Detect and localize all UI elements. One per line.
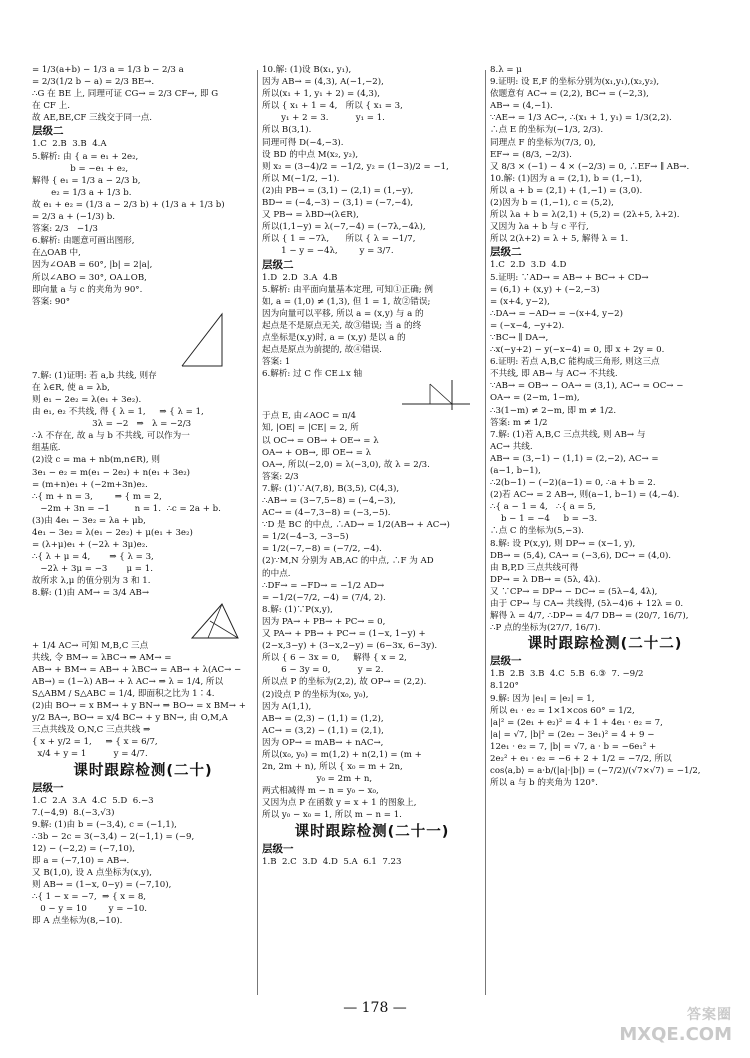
- answer-line: y₀ = 2m + n,: [262, 774, 373, 785]
- answer-line: 4e₁ − 3e₂ = λ(e₁ − 2e₂) + μ(e₁ + 3e₂): [32, 528, 193, 538]
- answer-line: 所以∠ABO = 30°, OA⊥OB,: [32, 272, 147, 283]
- answer-line: 三点共线及 O,N,C 三点共线 ⇒: [32, 725, 151, 736]
- answer-line: 所以 { x₁ + 1 = 4, 所以 { x₁ = 3,: [262, 101, 403, 112]
- answer-line: 组基底.: [32, 443, 61, 454]
- answer-line: 1.B 2.B 3.B 4.C 5.B 6.③ 7. −9/2: [490, 669, 644, 680]
- section-heading: 课时跟踪检测(二十): [73, 762, 213, 779]
- answer-line: 答案: 90°: [32, 296, 71, 307]
- answer-line: 则 AB→ = (1−x, 0−y) = (−7,10),: [32, 880, 172, 891]
- answer-line: (2−x,3−y) + (3−x,2−y) = (6−3x, 6−3y).: [262, 641, 438, 652]
- answer-line: 因为 A(1,1),: [262, 701, 312, 712]
- answer-line: |a| = √7, |b|² = (2e₂ − 3e₁)² = 4 + 9 −: [490, 729, 655, 740]
- answer-line: (2)由 BO→ = x BM→ + y BN→ ⇒ BO→ = x BM→ +: [32, 701, 246, 712]
- answer-line: (2)∵M,N 分别为 AB,AC 的中点, ∴F 为 AD: [262, 556, 434, 567]
- answer-line: ∵AB→ = OB→ − OA→ = (3,1), AC→ = OC→ −: [490, 381, 684, 392]
- section-label: 层级一: [32, 781, 64, 794]
- answer-line: = (m+n)e₁ + (−2m+3n)e₂.: [32, 479, 148, 490]
- answer-line: 5.解析: 由平面向量基本定理, 可知①正确; 例: [262, 284, 434, 295]
- answer-line: 共线, 令 BM→ = λBC→ ⇒ AM→ =: [32, 652, 172, 663]
- answer-line: 答案: m ≠ 1/2: [490, 417, 548, 428]
- answer-line: 知, |OE| = |CE| = 2, 所: [262, 423, 359, 434]
- answer-line: AC→ = (4−7,3−8) = (−3,−5).: [262, 508, 391, 519]
- answer-line: 0 − y = 10 y = −10.: [32, 904, 148, 915]
- answer-line: 8.解: (1)∵P(x,y),: [262, 604, 333, 615]
- answer-line: 因为∠OAB = 60°, |b| = 2|a|,: [32, 260, 153, 271]
- answer-line: 解得 λ = 4/7, ∴DP→ = 4/7 DB→ = (20/7, 16/7),: [490, 611, 689, 622]
- answer-line: 1.C 2.D 3.D 4.D: [490, 260, 567, 271]
- answer-line: 1.B 2.C 3.D 4.D 5.A 6.1 7.23: [262, 856, 402, 867]
- answer-line: ∴P 点的坐标为(27/7, 16/7).: [490, 623, 601, 634]
- answer-line: 所以(x₀, y₀) = m(1,2) + n(2,1) = (m +: [262, 749, 422, 760]
- answer-line: y₁ + 2 = 3. y₁ = 1.: [262, 113, 385, 124]
- answer-line: = 2/3 a + (−1/3) b.: [32, 212, 115, 223]
- answer-line: S△ABM / S△ABC = 1/4, 即面积之比为 1∶4.: [32, 688, 215, 699]
- answer-line: ∴{ a − 1 = 4, ∴{ a = 5,: [490, 502, 596, 513]
- answer-line: 3e₁ − e₂ = m(e₁ − 2e₂) + n(e₁ + 3e₂): [32, 467, 191, 478]
- answer-line: 答案: 1: [262, 357, 291, 368]
- answer-line: 6 − 3y = 0, y = 2.: [262, 665, 384, 676]
- answer-line: 所以 a + b = (2,1) + (1,−1) = (3,0).: [490, 185, 643, 196]
- answer-line: 2n, 2m + n), 所以 { x₀ = m + 2n,: [262, 762, 403, 773]
- answer-line: { x + y/2 = 1, ⇒ { x = 6/7,: [32, 737, 158, 748]
- answer-line: −2m + 3n = −1 n = 1. ∴c = 2a + b.: [32, 503, 221, 514]
- answer-line: = 1/2(−4−3, −3−5): [262, 532, 349, 543]
- answer-line: 同理点 F 的坐标为(7/3, 0),: [490, 137, 596, 148]
- answer-line: ∵BC→ ∥ DA→,: [490, 332, 549, 343]
- answer-line: 依题意有 AC→ = (2,2), BC→ = (−2,3),: [490, 89, 649, 100]
- answer-line: 因为 OP→ = mAB→ + nAC→,: [262, 737, 384, 748]
- answer-line: 3λ = −2 ⇒ λ = −2/3: [32, 419, 192, 430]
- section-label: 层级一: [262, 842, 294, 855]
- answer-line: 7.解: (1)∵A(7,8), B(3,5), C(4,3),: [262, 483, 400, 494]
- section-label: 层级一: [490, 655, 522, 668]
- answer-line: BD→ = (−4,−3) − (3,1) = (−7,−4),: [262, 198, 414, 209]
- answer-line: 7.解: (1)证明: 若 a,b 共线, 则存: [32, 370, 157, 381]
- answer-line: ∴DA→ = −AD→ = −(x+4, y−2): [490, 308, 623, 319]
- answer-line: (2)设 c = ma + nb(m,n∈R), 则: [32, 455, 160, 466]
- answer-line: DB→ = (5,4), CA→ = (−3,6), DC→ = (4,0).: [490, 550, 672, 561]
- answer-line: 答案: 2/3 −1/3: [32, 224, 98, 235]
- answer-line: 两式相减得 m − n = y₀ − x₀,: [262, 786, 379, 797]
- answer-line: 12) − (−2,2) = (−7,10),: [32, 843, 135, 854]
- answer-line: AC→ = (3,2) − (1,1) = (2,1),: [262, 725, 384, 736]
- column-divider: [485, 70, 486, 995]
- answer-line: = −1/2(−7/2, −4) = (7/4, 2).: [262, 592, 386, 603]
- answer-line: 5.解析: 由 { a = e₁ + 2e₂,: [32, 151, 139, 162]
- answer-line: 所以 2(λ+2) = λ + 5, 解得 λ = 1.: [490, 234, 629, 245]
- answer-line: 又 B(1,0), 设 A 点坐标为(x,y),: [32, 868, 152, 879]
- answer-line: 所以 e₁ · e₂ = 1×1×cos 60° = 1/2,: [490, 705, 635, 716]
- watermark-text: 答案圈: [687, 1007, 732, 1023]
- answer-line: 因为 PA→ + PB→ + PC→ = 0,: [262, 616, 386, 627]
- answer-line: OA→ + OB→, 即 OE→ = λ: [262, 447, 372, 458]
- watermark: [582, 1004, 732, 1045]
- answer-line: 在 λ∈R, 使 a = λb,: [32, 382, 110, 393]
- answer-line: ∴AB→ = (3−7,5−8) = (−4,−3),: [262, 496, 396, 506]
- answer-line: 所以(1,1−y) = λ(−7,−4) = (−7λ,−4λ),: [262, 222, 426, 233]
- section-heading: 课时跟踪检测(二十二): [527, 636, 683, 653]
- answer-line: ∴点 E 的坐标为(−1/3, 2/3).: [490, 125, 604, 136]
- answer-line: 8.120°: [490, 681, 519, 692]
- answer-line: ∴点 C 的坐标为(5,−3).: [490, 526, 584, 537]
- answer-line: 起点是不是原点无关, 故③错误; 当 a 的终: [262, 320, 422, 331]
- answer-line: 由于 CP→ 与 CA→ 共线得, (5λ−4)6 + 12λ = 0.: [490, 599, 684, 610]
- answer-line: ∴3(1−m) ≠ 2−m, 即 m ≠ 1/2.: [490, 405, 617, 416]
- coordinate-figure: [262, 380, 472, 410]
- answer-line: 6.解析: 由题意可画出图形,: [32, 236, 135, 247]
- answer-line: 设 BD 的中点 M(x₂, y₂),: [262, 149, 359, 160]
- answer-line: AB→ = (2,3) − (1,1) = (1,2),: [262, 713, 384, 724]
- answer-line: 故 e₁ + e₂ = (1/3 a − 2/3 b) + (1/3 a + 1/3 b): [32, 199, 225, 210]
- answer-line: 又 ∵CP→ = DP→ − DC→ = (5λ−4, 4λ),: [490, 586, 658, 597]
- answer-line: ∴λ 不存在, 故 a 与 b 不共线, 可以作为一: [32, 431, 190, 442]
- answer-line: = (−x−4, −y+2).: [490, 320, 565, 331]
- answer-line: 起点是原点为前提的, 故④错误.: [262, 345, 382, 356]
- answer-line: 在△OAB 中,: [32, 248, 81, 259]
- section-label: 层级二: [490, 246, 522, 259]
- answer-line: 8.解: (1)由 AM→ = 3/4 AB→: [32, 588, 150, 599]
- answer-line: (2)由 PB→ = (3,1) − (2,1) = (1,−y),: [262, 185, 414, 196]
- answer-line: 9.解: (1)由 b = (−3,4), c = (−1,1),: [32, 819, 177, 830]
- answer-line: 于点 E, 由∠AOC = π/4: [262, 411, 356, 422]
- answer-line: 7.(−4,9) 8.(−3,√3): [32, 807, 115, 818]
- answer-line: 9.解: 因为 |e₁| = |e₂| = 1,: [490, 693, 595, 704]
- answer-line: 答案: 2/3: [262, 471, 299, 482]
- answer-line: = 1/3(a+b) − 1/3 a = 1/3 b − 2/3 a: [32, 65, 184, 75]
- answer-line: x/4 + y = 1 y = 4/7.: [32, 749, 148, 760]
- answer-line: 又因为 λa + b 与 c 平行,: [490, 222, 589, 233]
- answer-line: 即向量 a 与 c 的夹角为 90°.: [32, 284, 143, 295]
- answer-line: 9.证明: 设 E,F 的坐标分别为(x₁,y₁),(x₂,y₂),: [490, 77, 660, 88]
- answer-line: ∴{ 1 − x = −7, ⇒ { x = 8,: [32, 892, 147, 903]
- answer-line: (3)由 4e₁ − 3e₂ = λa + μb,: [32, 515, 146, 526]
- answer-line: AB→) = (1−λ) AB→ + λ AC→ ⇒ λ = 1/4, 所以: [32, 676, 224, 687]
- answer-line: 由 B,P,D 三点共线可得: [490, 562, 579, 573]
- answer-line: 同理可得 D(−4,−3).: [262, 137, 344, 148]
- answer-line: 因为向量可以平移, 所以 a = (x,y) 与 a 的: [262, 308, 424, 319]
- answer-line: 所以(x₁ + 1, y₁ + 2) = (4,3),: [262, 89, 380, 100]
- answer-line: 所以 λa + b = λ(2,1) + (5,2) = (2λ+5, λ+2).: [490, 210, 680, 221]
- answer-line: e₂ = 1/3 a + 1/3 b.: [32, 187, 132, 198]
- answer-line: b = −e₁ + e₂,: [32, 163, 129, 174]
- answer-line: 8.λ = μ: [490, 65, 522, 75]
- answer-line: 又因为点 P 在函数 y = x + 1 的图象上,: [262, 798, 417, 809]
- triangle-edge: [182, 314, 222, 366]
- answer-line: 以 OC→ = OB→ + OE→ = λ: [262, 435, 379, 446]
- answer-line: 6.解析: 过 C 作 CE⊥x 轴: [262, 369, 363, 380]
- answer-line: 则 e₁ − 2e₂ = λ(e₁ + 3e₂).: [32, 394, 142, 405]
- answer-line: = (6,1) + (x,y) + (−2,−3): [490, 284, 600, 295]
- answer-line: 7.解: (1)若 A,B,C 三点共线, 则 AB→ 与: [490, 429, 646, 440]
- answer-line: ∵D 是 BC 的中点, ∴AD→ = 1/2(AB→ + AC→): [262, 520, 450, 531]
- answer-line: b − 1 = −4 b = −3.: [490, 514, 598, 525]
- answer-line: AC→ 共线.: [490, 441, 533, 452]
- answer-line: = (x+4, y−2),: [490, 296, 550, 307]
- answer-line: 2e₂² + e₁ · e₂ = −6 + 2 + 1/2 = −7/2, 所以: [490, 753, 672, 764]
- answer-line: ∴{ m + n = 3, ⇒ { m = 2,: [32, 491, 162, 502]
- answer-line: AB→ + BM→ = AB→ + λBC→ = AB→ + λ(AC→ −: [32, 664, 242, 675]
- answer-line: cos⟨a,b⟩ = a·b/(|a|·|b|) = (−7/2)/(√7×√7) = −1/2,: [490, 766, 701, 777]
- answer-line: = 1/2(−7,−8) = (−7/2, −4).: [262, 544, 382, 555]
- answer-column-2: [262, 64, 482, 868]
- answer-line: OA→ = (2−m, 1−m),: [490, 393, 580, 404]
- answer-line: EF→ = (8/3, −2/3).: [490, 149, 572, 160]
- answer-line: (2)若 AC→ = 2 AB→, 则(a−1, b−1) = (4,−4).: [490, 490, 680, 501]
- answer-line: ∵AE→ = 1/3 AC→, ∴(x₁ + 1, y₁) = 1/3(2,2).: [490, 113, 672, 124]
- answer-line: 的中点.: [262, 568, 291, 579]
- answer-line: 1.D 2.D 3.A 4.B: [262, 272, 338, 283]
- answer-line: ∴G 在 BE 上, 同理可证 CG→ = 2/3 CF→, 即 G: [32, 89, 219, 100]
- answer-line: 8.解: 设 P(x,y), 则 DP→ = (x−1, y),: [490, 538, 636, 549]
- answer-line: 则 x₂ = (3−4)/2 = −1/2, y₂ = (1−3)/2 = −1,: [262, 161, 449, 172]
- answer-line: ∴{ λ + μ = 4, ⇒ { λ = 3,: [32, 552, 154, 563]
- answer-line: 所以 a 与 b 的夹角为 120°.: [490, 778, 598, 789]
- answer-line: 即 a = (−7,10) = AB→.: [32, 855, 130, 866]
- answer-line: (2)因为 b = (1,−1), c = (5,2),: [490, 198, 614, 209]
- answer-line: −2λ + 3μ = −3 μ = 1.: [32, 564, 153, 575]
- answer-line: 1.C 2.B 3.B 4.A: [32, 139, 107, 150]
- answer-line: 在 CF 上.: [32, 101, 70, 112]
- answer-line: (2)设点 P 的坐标为(x₀, y₀),: [262, 689, 369, 700]
- answer-line: 又 PA→ + PB→ + PC→ = (1−x, 1−y) +: [262, 629, 426, 640]
- answer-column-1: [32, 64, 254, 928]
- answer-line: = 2/3(1/2 b − a) = 2/3 BE→.: [32, 77, 155, 88]
- answer-line: 故所求 λ,μ 的值分别为 3 和 1.: [32, 576, 151, 587]
- answer-line: 所以 { 1 = −7λ, 所以 { λ = −1/7,: [262, 234, 416, 245]
- answer-line: = (λ+μ)e₁ + (−2λ + 3μ)e₂.: [32, 540, 148, 551]
- answer-line: 解得 { e₁ = 1/3 a − 2/3 b,: [32, 175, 141, 186]
- answer-line: ∴3b − 2c = 3(−3,4) − 2(−1,1) = (−9,: [32, 831, 195, 842]
- answer-line: 不共线, 即 AB→ 与 AC→ 不共线.: [490, 369, 618, 380]
- answer-column-3: [490, 64, 720, 789]
- column-divider: [257, 70, 258, 995]
- answer-line: 所以 M(−1/2, −1).: [262, 173, 340, 184]
- answer-line: 10.解: (1)设 B(x₁, y₁),: [262, 65, 352, 75]
- section-heading: 课时跟踪检测(二十一): [294, 823, 450, 840]
- answer-line: 1.C 2.A 3.A 4.C 5.D 6.−3: [32, 795, 154, 806]
- page-number: — 178 —: [343, 1000, 407, 1016]
- answer-line: 又 PB→ = λBD→(λ∈R),: [262, 210, 359, 221]
- answer-line: OA→, 所以(−2,0) = λ(−3,0), 故 λ = 2/3.: [262, 459, 430, 470]
- answer-line: ∴x(−y+2) − y(−x−4) = 0, 即 x + 2y = 0.: [490, 345, 665, 356]
- answer-line: AB→ = (3,−1) − (1,1) = (2,−2), AC→ =: [490, 453, 659, 464]
- answer-line: 1 − y = −4λ, y = 3/7.: [262, 246, 394, 257]
- segment-oc: [430, 384, 452, 404]
- answer-line: 如, a = (1,0) ≠ (1,3), 但 1 = 1, 故②错误;: [262, 296, 431, 307]
- answer-line: ∴DF→ = −FD→ = −1/2 AD→: [262, 580, 385, 591]
- answer-line: 点坐标是(x,y)时, a = (x,y) 是以 a 的: [262, 332, 406, 343]
- watermark-url: MXQE.COM: [619, 1024, 732, 1045]
- answer-line: y/2 BA→, BO→ = x/4 BC→ + y BN→, 由 O,M,A: [32, 713, 228, 724]
- answer-line: AB→ = (4,−1).: [490, 101, 553, 112]
- answer-line: (a−1, b−1),: [490, 466, 541, 476]
- answer-line: 12e₁ · e₂ = 7, |b| = √7, a · b = −6e₁² +: [490, 741, 657, 752]
- answer-line: 即 A 点坐标为(8,−10).: [32, 916, 123, 927]
- triangle-abc-figure: [32, 600, 242, 640]
- answer-line: 6.证明: 若点 A,B,C 能构成三角形, 则这三点: [490, 357, 660, 368]
- answer-line: 所以 B(3,1).: [262, 125, 312, 136]
- triangle-oab-figure: [32, 308, 242, 370]
- answer-line: 所以点 P 的坐标为(2,2), 故 OP→ = (2,2).: [262, 677, 427, 688]
- answer-line: 因为 AB→ = (4,3), A(−1,−2),: [262, 77, 384, 88]
- answer-line: ∴2(b−1) − (−2)(a−1) = 0, ∴a + b = 2.: [490, 478, 656, 489]
- answer-line: 5.证明: ∵AD→ = AB→ + BC→ + CD→: [490, 272, 649, 283]
- answer-line: 所以 { 6 − 3x = 0, 解得 { x = 2,: [262, 653, 407, 664]
- section-label: 层级二: [32, 125, 64, 138]
- answer-line: 故 AE,BE,CF 三线交于同一点.: [32, 113, 153, 124]
- answer-line: 10.解: (1)因为 a = (2,1), b = (1,−1),: [490, 173, 643, 184]
- section-label: 层级二: [262, 258, 294, 271]
- answer-line: + 1/4 AC→ 可知 M,B,C 三点: [32, 640, 149, 651]
- answer-line: |a|² = (2e₁ + e₂)² = 4 + 1 + 4e₁ · e₂ = 7,: [490, 717, 663, 728]
- answer-line: 又 8/3 × (−1) − 4 × (−2/3) = 0, ∴EF→ ∥ AB→.: [490, 161, 690, 172]
- answer-line: 所以 y₀ − x₀ = 1, 所以 m − n = 1.: [262, 810, 402, 821]
- answer-line: 由 e₁, e₂ 不共线, 得 { λ = 1, ⇒ { λ = 1,: [32, 407, 204, 418]
- answer-line: DP→ = λ DB→ = (5λ, 4λ).: [490, 574, 601, 585]
